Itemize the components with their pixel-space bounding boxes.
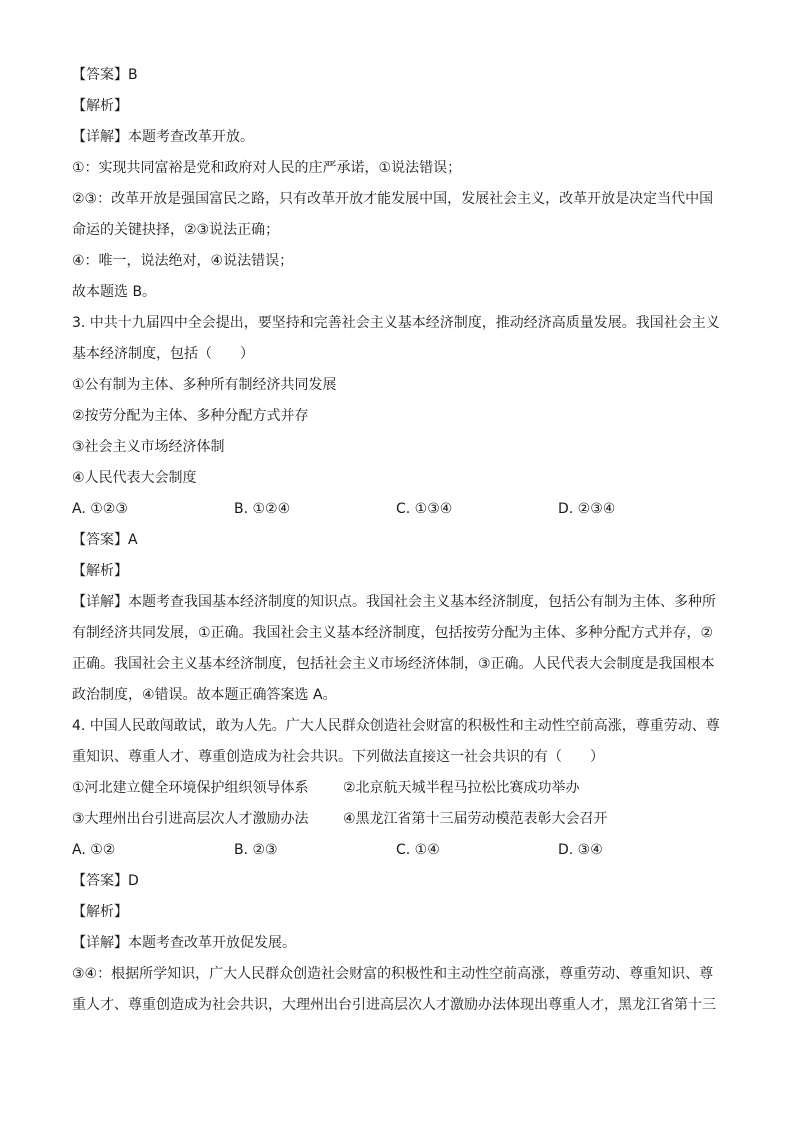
question-4-items-row [72,773,724,804]
question-3-item: ①公有制为主体、多种所有制经济共同发展 [72,377,337,393]
answer-line: 【答案】A [72,532,138,548]
analysis-heading: 【解析】 [72,98,128,114]
explanation-line: ①：实现共同富裕是党和政府对人民的庄严承诺，①说法错误； [72,160,462,176]
option-b: B. ②③ [234,842,278,858]
explanation-line: 命运的关键抉择，②③说法正确； [72,222,280,238]
detail-line: 【详解】本题考查改革开放。 [72,129,254,145]
option-a: A. ①② [72,842,116,858]
question-4-item: ③大理州出台引进高层次人才激励办法 [72,811,309,827]
question-3-options [72,494,724,525]
detail-line: 【详解】本题考查我国基本经济制度的知识点。我国社会主义基本经济制度，包括公有制为主体、多种所 [72,594,716,610]
question-4-stem: 4. 中国人民敢闯敢试，敢为人先。广大人民群众创造社会财富的积极性和主动性空前高涨，尊重劳动、尊 [72,718,720,734]
option-d: D. ②③④ [558,501,616,517]
analysis-heading: 【解析】 [72,904,128,920]
option-a: A. ①②③ [72,501,128,517]
answer-line: 【答案】B [72,67,138,83]
option-b: B. ①②④ [234,501,291,517]
answer-line: 【答案】D [72,873,139,889]
detail-line: 政治制度，④错误。故本题正确答案选 A。 [72,687,337,703]
explanation-line: ②③：改革开放是强国富民之路，只有改革开放才能发展中国，发展社会主义，改革开放是决定当代中国 [72,191,714,207]
option-d: D. ③④ [558,842,603,858]
analysis-heading: 【解析】 [72,563,128,579]
question-4-item: ②北京航天城半程马拉松比赛成功举办 [343,780,580,796]
detail-line: 有制经济共同发展，①正确。我国社会主义基本经济制度，包括按劳分配为主体、多种分配方式并存，② [72,625,714,641]
question-3-item: ②按劳分配为主体、多种分配方式并存 [72,408,309,424]
explanation-line: 重人才、尊重创造成为社会共识，大理州出台引进高层次人才激励办法体现出尊重人才，黑龙江省第十三 [72,997,716,1013]
question-4-options [72,835,724,866]
option-c: C. ①④ [396,842,440,858]
question-3-stem: 3. 中共十九届四中全会提出，要坚持和完善社会主义基本经济制度，推动经济高质量发展。我国社会主义 [72,315,720,331]
question-3-item: ③社会主义市场经济体制 [72,439,225,455]
option-c: C. ①③④ [396,501,453,517]
conclusion-line: 故本题选 B。 [72,284,157,300]
detail-line: 【详解】本题考查改革开放促发展。 [72,935,296,951]
question-4-item: ④黑龙江省第十三届劳动模范表彰大会召开 [343,811,608,827]
detail-line: 正确。我国社会主义基本经济制度，包括社会主义市场经济体制，③正确。人民代表大会制度是我国根本 [72,656,715,672]
question-3-item: ④人民代表大会制度 [72,470,197,486]
question-4-items-row [72,804,724,835]
document-page [72,60,724,1021]
explanation-line: ④：唯一，说法绝对，④说法错误； [72,253,294,269]
explanation-line: ③④：根据所学知识，广大人民群众创造社会财富的积极性和主动性空前高涨，尊重劳动、尊重知识、尊 [72,966,714,982]
question-4-stem: 重知识、尊重人才、尊重创造成为社会共识。下列做法直接这一社会共识的有（ ） [72,749,604,765]
question-3-stem: 基本经济制度，包括（ ） [72,346,254,362]
question-4-item: ①河北建立健全环境保护组织领导体系 [72,780,309,796]
